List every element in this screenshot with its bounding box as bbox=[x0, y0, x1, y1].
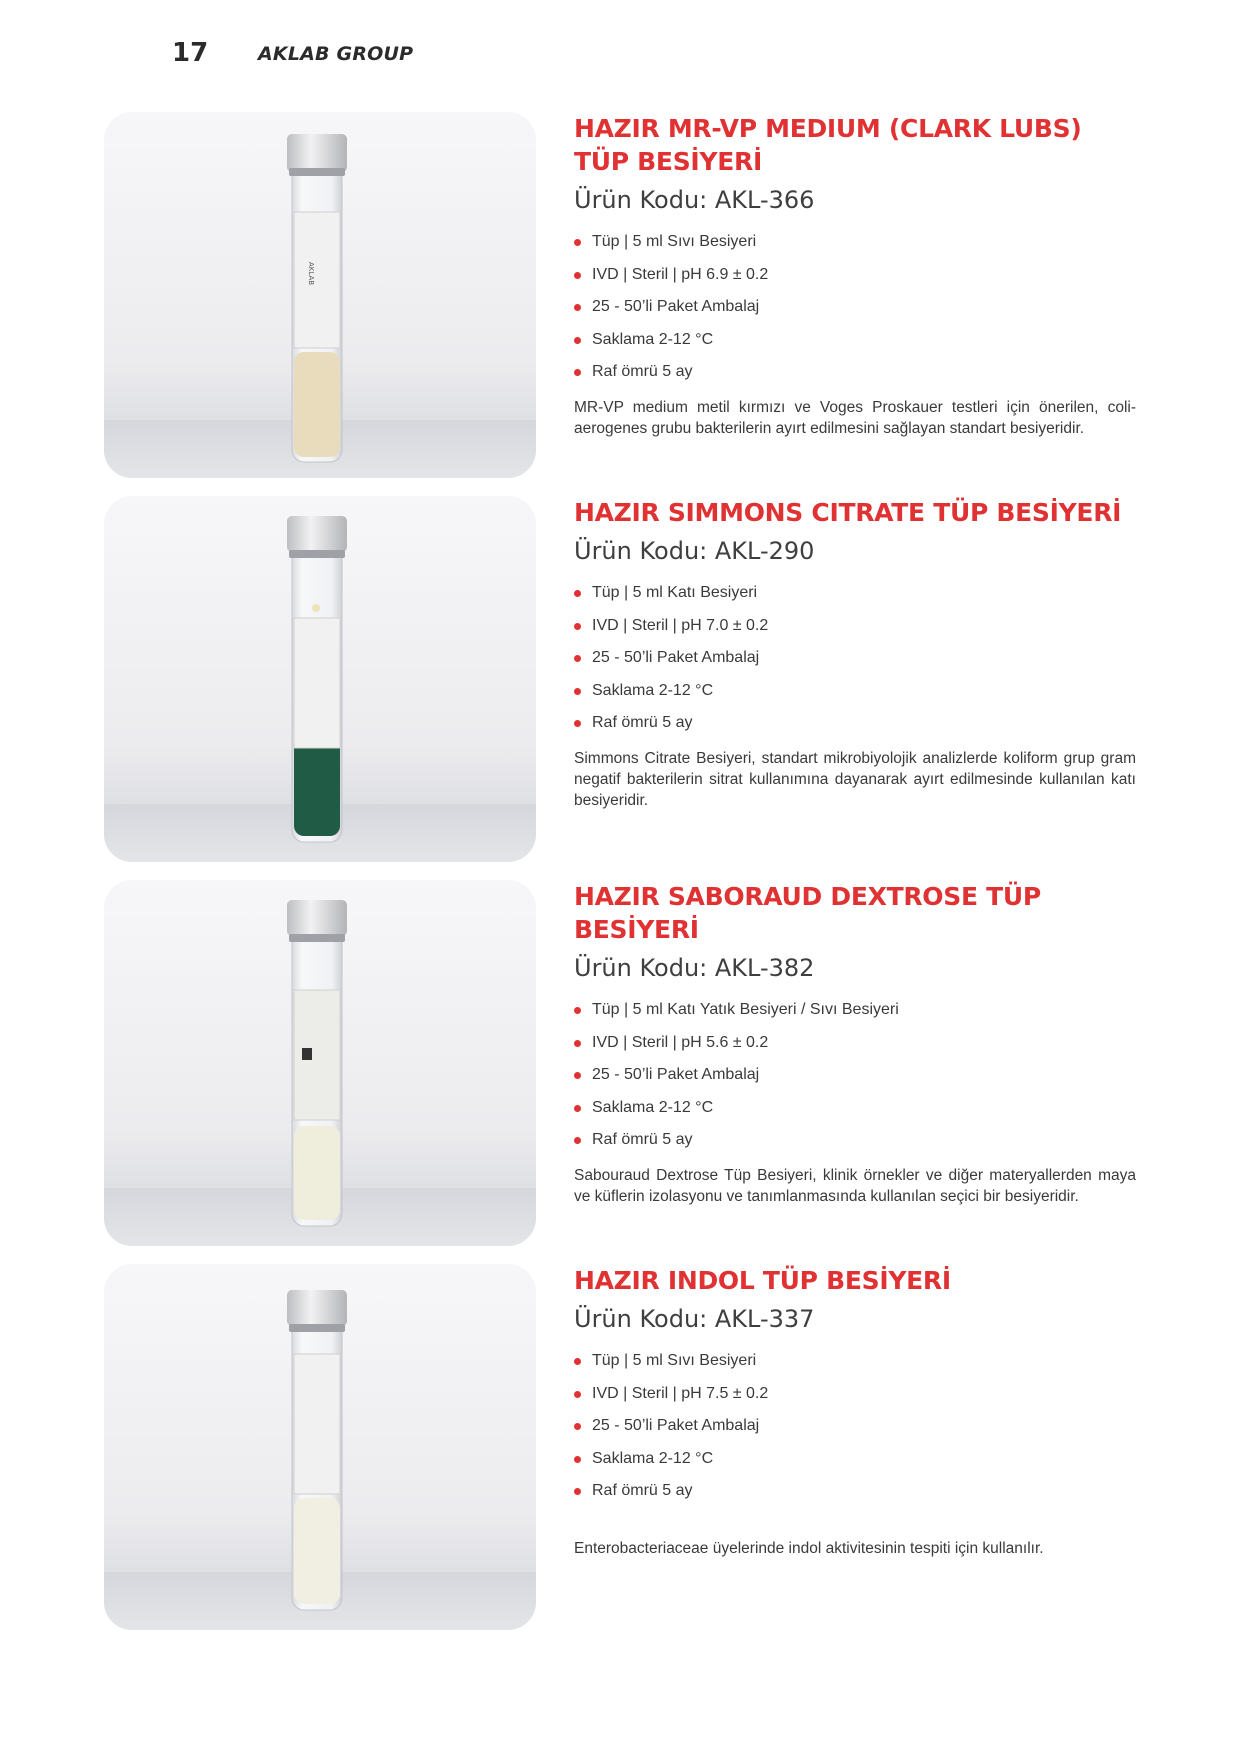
tube-liquid bbox=[294, 1498, 340, 1604]
bullet-icon bbox=[574, 1456, 581, 1463]
spec-item: 25 - 50’li Paket Ambalaj bbox=[574, 642, 1144, 675]
spec-item: 25 - 50’li Paket Ambalaj bbox=[574, 1410, 1144, 1443]
bullet-icon bbox=[574, 369, 581, 376]
product-code: Ürün Kodu: AKL-337 bbox=[574, 1305, 815, 1333]
bullet-icon bbox=[574, 1358, 581, 1365]
test-tube-image bbox=[104, 1264, 536, 1630]
bullet-icon bbox=[574, 1423, 581, 1430]
spec-item: Tüp | 5 ml Sıvı Besiyeri bbox=[574, 1345, 1144, 1378]
product-photo bbox=[104, 496, 536, 862]
product-description: Sabouraud Dextrose Tüp Besiyeri, klinik örnekler ve diğer materyallerden maya ve küflerin izolasyonu ve tanımlanmasında kullanılan seçici bir besiyeridir. bbox=[574, 1166, 1136, 1205]
bullet-icon bbox=[574, 655, 581, 662]
spec-item: Saklama 2-12 °C bbox=[574, 1092, 1144, 1125]
spec-item: Raf ömrü 5 ay bbox=[574, 1124, 1144, 1157]
spec-list bbox=[574, 226, 1144, 389]
brand-name: AKLAB GROUP bbox=[258, 43, 414, 65]
spec-item: Saklama 2-12 °C bbox=[574, 324, 1144, 357]
spec-item: IVD | Steril | pH 7.5 ± 0.2 bbox=[574, 1378, 1144, 1411]
svg-text:AKLAB: AKLAB bbox=[307, 262, 315, 286]
spec-item: IVD | Steril | pH 5.6 ± 0.2 bbox=[574, 1027, 1144, 1060]
product-title: HAZIR SABORAUD DEXTROSE TÜP BESİYERİ bbox=[574, 882, 1041, 944]
spec-item: 25 - 50’li Paket Ambalaj bbox=[574, 291, 1144, 324]
product-photo bbox=[104, 1264, 536, 1630]
spec-item: IVD | Steril | pH 7.0 ± 0.2 bbox=[574, 610, 1144, 643]
spec-item: Tüp | 5 ml Katı Besiyeri bbox=[574, 577, 1144, 610]
spec-item: Saklama 2-12 °C bbox=[574, 675, 1144, 708]
spec-item: Raf ömrü 5 ay bbox=[574, 707, 1144, 740]
spec-item: Tüp | 5 ml Sıvı Besiyeri bbox=[574, 226, 1144, 259]
spec-list bbox=[574, 994, 1144, 1157]
bullet-icon bbox=[574, 590, 581, 597]
bullet-icon bbox=[574, 1040, 581, 1047]
product-code: Ürün Kodu: AKL-382 bbox=[574, 954, 815, 982]
bullet-icon bbox=[574, 1105, 581, 1112]
tube-liquid bbox=[294, 352, 340, 457]
spec-item: Tüp | 5 ml Katı Yatık Besiyeri / Sıvı Besiyeri bbox=[574, 994, 1144, 1027]
spec-list bbox=[574, 1345, 1144, 1508]
spec-item: Raf ömrü 5 ay bbox=[574, 356, 1144, 389]
product-photo bbox=[104, 112, 536, 478]
spec-item: 25 - 50’li Paket Ambalaj bbox=[574, 1059, 1144, 1092]
bullet-icon bbox=[574, 720, 581, 727]
spec-item: Raf ömrü 5 ay bbox=[574, 1475, 1144, 1508]
product-title: HAZIR MR-VP MEDIUM (CLARK LUBS) TÜP BESİYERİ bbox=[574, 114, 1082, 176]
product-description: Simmons Citrate Besiyeri, standart mikrobiyolojik analizlerde koliform grup gram negatif bakterilerin sitrat kullanımına dayanarak ayırt edilmesinde kullanılan katı besiyeridir. bbox=[574, 749, 1136, 809]
page-number: 17 bbox=[172, 38, 209, 68]
bullet-icon bbox=[574, 1488, 581, 1495]
bullet-icon bbox=[574, 1072, 581, 1079]
spec-list bbox=[574, 577, 1144, 740]
tube-liquid bbox=[294, 1126, 340, 1220]
product-description: MR-VP medium metil kırmızı ve Voges Proskauer testleri için önerilen, coli-aerogenes grubu bakterilerin ayırt edilmesini sağlayan standart besiyeridir. bbox=[574, 398, 1136, 437]
product-card bbox=[0, 880, 1241, 1250]
bullet-icon bbox=[574, 1007, 581, 1014]
product-card bbox=[0, 1264, 1241, 1634]
test-tube-image bbox=[104, 496, 536, 862]
product-card bbox=[0, 112, 1241, 482]
bullet-icon bbox=[574, 1137, 581, 1144]
spec-item: Saklama 2-12 °C bbox=[574, 1443, 1144, 1476]
bullet-icon bbox=[574, 304, 581, 311]
product-title: HAZIR INDOL TÜP BESİYERİ bbox=[574, 1266, 951, 1295]
bullet-icon bbox=[574, 239, 581, 246]
bullet-icon bbox=[574, 688, 581, 695]
bullet-icon bbox=[574, 272, 581, 279]
product-title: HAZIR SIMMONS CITRATE TÜP BESİYERİ bbox=[574, 498, 1122, 527]
test-tube-image bbox=[104, 112, 536, 478]
bullet-icon bbox=[574, 623, 581, 630]
bullet-icon bbox=[574, 337, 581, 344]
product-photo bbox=[104, 880, 536, 1246]
product-card bbox=[0, 496, 1241, 866]
spec-item: IVD | Steril | pH 6.9 ± 0.2 bbox=[574, 259, 1144, 292]
product-description: Enterobacteriaceae üyelerinde indol aktivitesinin tespiti için kullanılır. bbox=[574, 1539, 1044, 1557]
bullet-icon bbox=[574, 1391, 581, 1398]
product-code: Ürün Kodu: AKL-366 bbox=[574, 186, 815, 214]
test-tube-image bbox=[104, 880, 536, 1246]
product-code: Ürün Kodu: AKL-290 bbox=[574, 537, 815, 565]
